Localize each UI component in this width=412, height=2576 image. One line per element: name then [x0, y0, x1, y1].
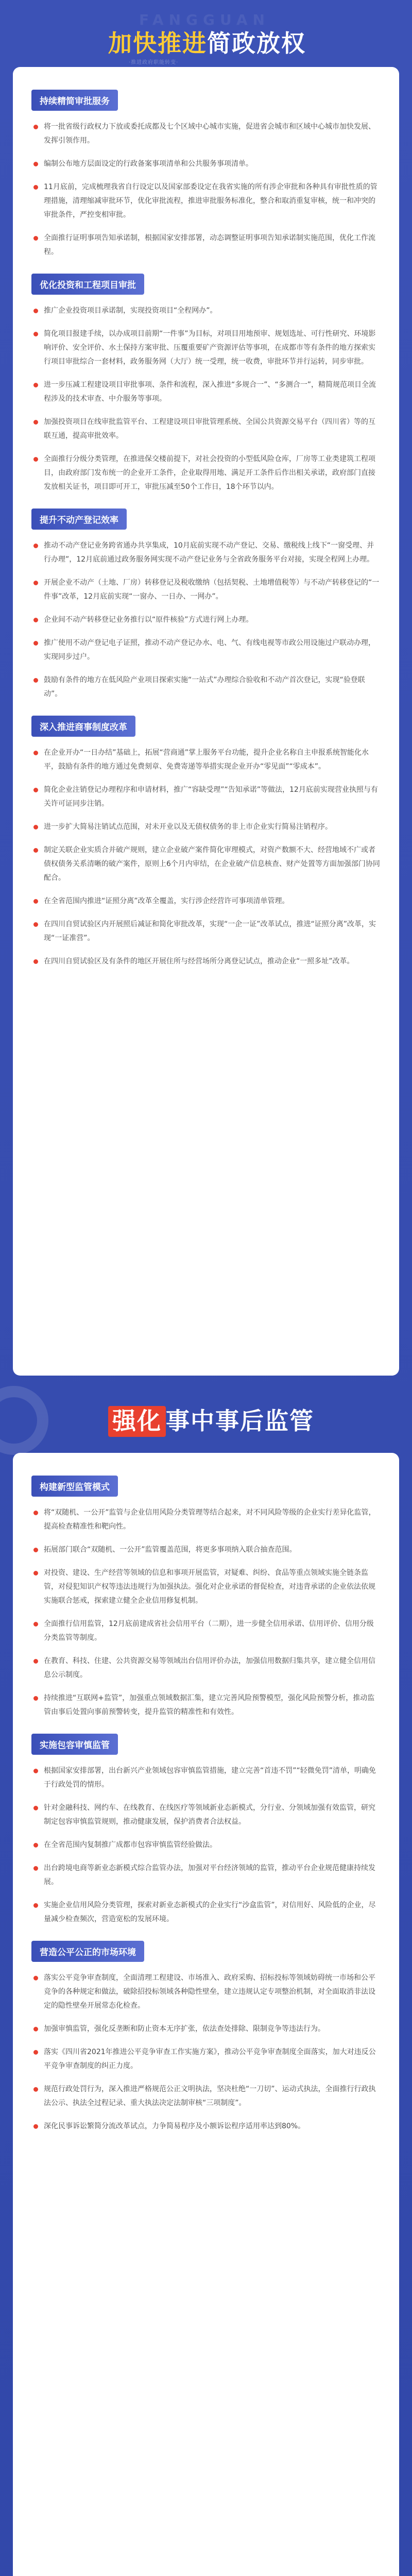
bullet-dot-icon: [33, 581, 38, 585]
section-heading: 提升不动产登记效率: [31, 509, 127, 530]
list-item: [31, 1801, 381, 1829]
list-item-text: 在四川自贸试验区内开展照后减证和简化审批改革，实现“一企一证”改革试点，推进“证照分离”改革，实现“一证准营”。: [44, 920, 376, 942]
bullet-dot-icon: [33, 2050, 38, 2055]
bullet-dot-icon: [33, 1903, 38, 1908]
list-item-text: 11月底前，完成梳理我省自行设定以及国家部委设定在我省实施的所有涉企审批和各种具有审批性质的管理措施，清理缩减审批环节，优化审批流程，推进审批服务标准化，整合和取消重复审核，统一和冲突的审批条件，严控变相审批。: [44, 183, 377, 219]
list-item: [31, 2045, 381, 2073]
list-item-text: 深化民事诉讼繁简分流改革试点，力争简易程序及小额诉讼程序适用率达到80%。: [44, 2122, 305, 2130]
bullet-dot-icon: [33, 751, 38, 755]
part1-card: [13, 67, 399, 1376]
list-item-text: 实施企业信用风险分类管理，探索对新业态新模式的企业实行“沙盒监管”，对信用好、风险低的企业，尽量减少检查频次，营造宽松的发展环境。: [44, 1901, 376, 1923]
bullet-dot-icon: [33, 2124, 38, 2129]
bullet-dot-icon: [33, 544, 38, 548]
list-item: [31, 1506, 381, 1534]
title-rest: 事中事后监管: [166, 1407, 314, 1435]
bullet-dot-icon: [33, 236, 38, 241]
bullet-dot-icon: [33, 1696, 38, 1701]
title-rest: 简政放权: [207, 29, 306, 57]
section-heading: 实施包容审慎监管: [31, 1734, 118, 1755]
list-item: [31, 955, 381, 969]
list-item-text: 落实《四川省2021年推进公平竞争审查工作实施方案》，推动公平竞争审查制度全面落实，加大对违反公平竞争审查制度的纠正力度。: [44, 2048, 376, 2070]
bullet-dot-icon: [33, 1511, 38, 1515]
bullet-dot-icon: [33, 332, 38, 336]
list-item: [31, 327, 381, 369]
bullet-dot-icon: [33, 1571, 38, 1575]
bullet-dot-icon: [33, 185, 38, 190]
list-item: [31, 2082, 381, 2110]
list-item: [31, 1566, 381, 1608]
bullet-dot-icon: [33, 1976, 38, 1980]
bullet-dot-icon: [33, 848, 38, 853]
list-item-text: 落实公平竞争审查制度，全面清理工程建设、市场准入、政府采购、招标投标等领域妨碍统一市场和公平竞争的各种规定和做法，破除招投标领域各种隐性壁垒，建立违规认定专项整治机制，对全面取消非法设定的隐性壁垒开展常态化检查。: [44, 1974, 375, 2010]
list-item: [31, 157, 381, 171]
bullet-dot-icon: [33, 922, 38, 927]
list-item: [31, 1838, 381, 1852]
part2-header: [0, 1376, 412, 1453]
list-item-text: 出台跨境电商等新业态新模式综合监管办法，加强对平台经济领域的监管，推动平台企业规范健康持续发展。: [44, 1864, 375, 1886]
list-item-text: 开展企业不动产（土地、厂房）转移登记及税收缴纳（包括契税、土地增值税等）与不动产转移登记的“一件事”改革，12月底前实现“一窗办、一日办、一网办”。: [44, 579, 380, 601]
bullet-dot-icon: [33, 678, 38, 683]
list-item-text: 在企业开办“一日办结”基础上，拓展“营商通”掌上服务平台功能，提升企业名称自主申报系统智能化水平，鼓励有条件的地方通过免费刻章、免费寄递等举措实现企业开办“零见面”“零成本”。: [44, 749, 369, 771]
list-item-text: 拓展部门联合“双随机、一公开”监管覆盖范围，将更多事项纳入联合抽查范围。: [44, 1546, 297, 1554]
list-item-text: 全面推行分级分类管理，在推进保交楼前提下，对社会投资的小型低风险仓库，厂房等工业类建筑工程项目，由政府部门发布统一的企业开工条件，企业取得用地、满足开工条件后作出相关承诺，政府部门直接发放相关证书，项目即可开工，审批压减至50个工作日，18个环节以内。: [44, 455, 375, 491]
list-item: [31, 1617, 381, 1645]
list-item: [31, 1971, 381, 2013]
section-heading: 优化投资和工程项目审批: [31, 274, 144, 295]
list-item-text: 将一批省级行政权力下放或委托成都及七个区域中心城市实施，促进省会城市和区域中心城市加快发展、发挥引领作用。: [44, 123, 375, 145]
section-heading: 持续精简审批服务: [31, 90, 118, 111]
list-item: [31, 746, 381, 774]
bullet-dot-icon: [33, 1866, 38, 1871]
bullet-dot-icon: [33, 1659, 38, 1664]
list-item: [31, 539, 381, 567]
section-heading: 构建新型监管模式: [31, 1476, 118, 1497]
list-item-text: 推动不动产登记业务跨省通办共享集成，10月底前实现不动产登记、交易、缴税线上线下“一窗受理、并行办理”，12月底前通过政务服务网实现不动产登记业务与全省政务服务平台对接，实现全程网上办理。: [44, 541, 374, 564]
list-item: [31, 820, 381, 834]
list-item: [31, 2022, 381, 2036]
list-item: [31, 1764, 381, 1792]
bullet-dot-icon: [33, 618, 38, 622]
list-item-text: 在教育、科技、住建、公共资源交易等领域出台信用评价办法，加强信用数据归集共享，建立健全信用信息公示制度。: [44, 1657, 375, 1679]
list-item-text: 企业间不动产转移登记业务推行以“原件核验”方式进行网上办理。: [44, 616, 253, 624]
part2-title: [108, 1402, 314, 1436]
list-item: [31, 843, 381, 885]
list-item-text: 进一步压减工程建设项目审批事项、条件和流程，深入推进“多规合一”、“多测合一”，精简规范项目全流程涉及的技术审查、中介服务等事项。: [44, 381, 376, 403]
list-item-text: 鼓励有条件的地方在低风险产业项目探索实施“一站式”办理综合验收和不动产首次登记，实现“验登联动”。: [44, 676, 365, 698]
list-item-text: 持续推进“互联网+监管”，加强重点领域数据汇集，建立完善风险预警模型，强化风险预警分析，推动监管由事后处置向事前预警转变，提升监管的精准性和有效性。: [44, 1694, 375, 1716]
list-item: [31, 231, 381, 259]
list-item-text: 将“双随机、一公开”监管与企业信用风险分类管理等结合起来，对不同风险等级的企业实行差异化监管，提高检查精准性和靶向性。: [44, 1509, 376, 1531]
bullet-dot-icon: [33, 457, 38, 462]
part2-card: [13, 1453, 399, 2576]
page-title: [108, 25, 306, 59]
list-item-text: 简化企业注销登记办理程序和申请材料，推广“容缺受理”“告知承诺”等做法，12月底前实现营业执照与有关许可证同步注销。: [44, 786, 378, 808]
list-item-text: 针对金融科技、网约车、在线教育、在线医疗等领域新业态新模式，分行业、分领域加强有效监管，研究制定包容审慎监管规则，推动健康发展，保护消费者合法权益。: [44, 1804, 375, 1826]
list-item: [31, 180, 381, 222]
list-item-text: 在全省范围内复制推广成都市包容审慎监管经验做法。: [44, 1841, 217, 1849]
list-item: [31, 120, 381, 148]
list-item-text: 在四川自贸试验区及有条件的地区开展住所与经营场所分离登记试点，推动企业“一照多址”改革。: [44, 957, 354, 965]
title-highlight: 强化: [108, 1406, 166, 1437]
bullet-dot-icon: [33, 383, 38, 387]
list-item-text: 推广使用不动产登记电子证照，推动不动产登记办水、电、气、有线电视等市政公用设施过户联动办理，实现同步过户。: [44, 639, 375, 661]
bullet-dot-icon: [33, 2027, 38, 2031]
list-item: [31, 1691, 381, 1719]
list-item: [31, 576, 381, 604]
list-item: [31, 1861, 381, 1889]
list-item-text: 编制公布地方层面设定的行政备案事项清单和公共服务事项清单。: [44, 160, 253, 168]
bullet-dot-icon: [33, 162, 38, 166]
section-heading: 深入推进商事制度改革: [31, 716, 135, 737]
list-item: [31, 783, 381, 811]
list-item: [31, 2120, 381, 2133]
bullet-dot-icon: [33, 641, 38, 646]
bullet-dot-icon: [33, 1548, 38, 1552]
list-item-text: 加强投资项目在线审批监管平台、工程建设项目审批管理系统、全国公共资源交易平台（四川省）等的互联互通，提高审批效率。: [44, 418, 375, 440]
bullet-dot-icon: [33, 825, 38, 829]
bullet-dot-icon: [33, 1622, 38, 1626]
bullet-dot-icon: [33, 1769, 38, 1773]
decor-circle: [0, 1386, 48, 1455]
list-item-text: 全面推行信用监管，12月底前建成省社会信用平台（二期），进一步健全信用承诺、信用评价、信用分级分类监管等制度。: [44, 1620, 374, 1642]
list-item: [31, 415, 381, 443]
watermark-sub: ·推进政府职能转变·: [129, 60, 179, 65]
bullet-dot-icon: [33, 1843, 38, 1848]
list-item: [31, 673, 381, 701]
list-item: [31, 1543, 381, 1557]
list-item-text: 制定关联企业实质合并破产规则，建立企业破产案件简化审理模式，对资产数额不大、经营地域不广或者债权债务关系清晰的破产案件，原则上6个月内审结，在企业破产信息核查、财产处置等方面加强部门协同配合。: [44, 846, 380, 882]
bullet-dot-icon: [33, 1806, 38, 1810]
list-item: [31, 1654, 381, 1682]
list-item-text: 推广企业投资项目承诺制，实现投资项目“全程网办”。: [44, 307, 217, 315]
bullet-dot-icon: [33, 309, 38, 313]
list-item: [31, 1899, 381, 1926]
list-item-text: 对投资、建设、生产经营等领域的信息和事项开展监管，对疑难、纠纷、食品等重点领域实施全链条监管，对侵犯知识产权等违法违规行为加强执法。强化对企业承诺的督促检查，对违背承诺的企业依法依规实施联合惩戒，探索建立健全企业信用修复机制。: [44, 1569, 375, 1605]
list-item-text: 进一步扩大简易注销试点范围，对未开业以及无债权债务的非上市企业实行简易注销程序。: [44, 823, 332, 831]
bullet-dot-icon: [33, 788, 38, 792]
list-item-text: 简化项目报建手续，以办成项目前期“一件事”为目标，对项目用地预审、规划选址、可行性研究、环境影响评价、安全评价、水土保持方案审批、压覆重要矿产资源评估等事项，在成都市等有条件的地方探索实行项目审批综合一套材料，政务服务网（大厅）统一受理，统一收费，审批环节并行运转，同步审批。: [44, 330, 376, 366]
list-item: [31, 636, 381, 664]
title-emphasis: 加快推进: [108, 29, 207, 57]
list-item: [31, 918, 381, 945]
bullet-dot-icon: [33, 2087, 38, 2092]
list-item: [31, 452, 381, 494]
bullet-dot-icon: [33, 125, 38, 129]
list-item-text: 在全省范围内推进“证照分离”改革全覆盖，实行涉企经营许可事项清单管理。: [44, 897, 289, 905]
list-item: [31, 894, 381, 908]
section-heading: 营造公平公正的市场环境: [31, 1941, 144, 1962]
watermark: FANGGUAN: [139, 11, 270, 28]
list-item-text: 加强审慎监管，强化反垄断和防止资本无序扩张，依法查处排除、限制竞争等违法行为。: [44, 2025, 325, 2033]
bullet-dot-icon: [33, 899, 38, 904]
list-item: [31, 613, 381, 627]
list-item-text: 根据国家安排部署，出台新兴产业领域包容审慎监管措施，建立完善“首违不罚”“轻微免罚”清单，明确免于行政处罚的情形。: [44, 1767, 376, 1789]
list-item-text: 全面推行证明事项告知承诺制，根据国家安排部署，动态调整证明事项告知承诺制实施范围，优化工作流程。: [44, 234, 375, 256]
bullet-dot-icon: [33, 959, 38, 964]
header: [0, 0, 412, 67]
list-item: [31, 378, 381, 406]
bullet-dot-icon: [33, 420, 38, 425]
list-item: [31, 304, 381, 318]
list-item-text: 规范行政处罚行为，深入推进严格规范公正文明执法，坚决杜绝“一刀切”、运动式执法，全面推行行政执法公示、执法全过程记录、重大执法决定法制审核“三项制度”。: [44, 2085, 376, 2107]
